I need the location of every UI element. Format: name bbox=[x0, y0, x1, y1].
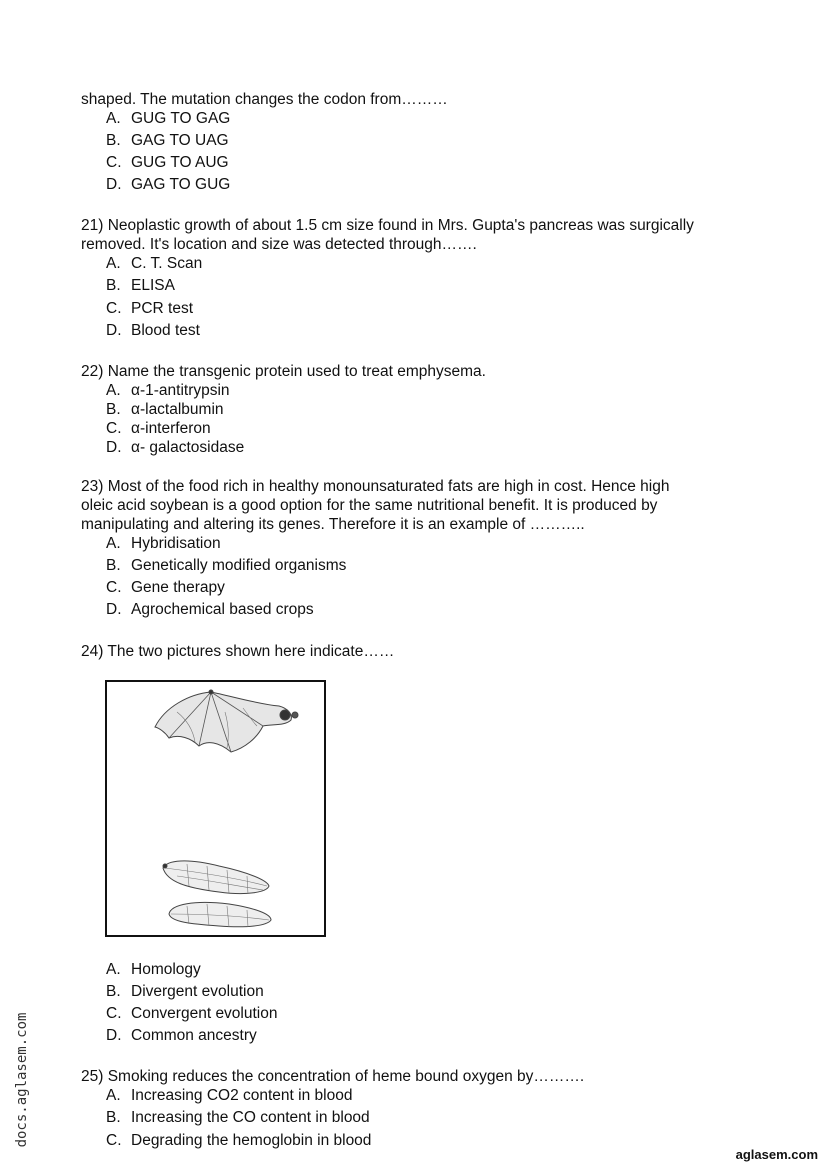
option-text: α-interferon bbox=[131, 420, 211, 437]
q21-option-b bbox=[106, 276, 175, 295]
brand-footer[interactable]: aglasem.com bbox=[735, 1147, 818, 1162]
wings-illustration bbox=[107, 682, 324, 935]
option-letter: D. bbox=[106, 322, 122, 339]
q25-option-a bbox=[106, 1086, 352, 1105]
q25-option-b bbox=[106, 1108, 370, 1127]
option-letter: B. bbox=[106, 401, 121, 418]
option-text: α-1-antitrypsin bbox=[131, 382, 230, 399]
q23-stem-line-2: oleic acid soybean is a good option for the same nutritional benefit. It is produced by bbox=[81, 497, 658, 514]
option-text: GAG TO UAG bbox=[131, 132, 229, 149]
q22-stem-line-1: 22) Name the transgenic protein used to treat emphysema. bbox=[81, 363, 486, 380]
option-letter: C. bbox=[106, 1005, 122, 1022]
q25-option-c bbox=[106, 1131, 371, 1150]
option-text: Increasing CO2 content in blood bbox=[131, 1087, 353, 1104]
q21-stem-line-1: 21) Neoplastic growth of about 1.5 cm size found in Mrs. Gupta's pancreas was surgically bbox=[81, 217, 694, 234]
q24-stem-line-1: 24) The two pictures shown here indicate…… bbox=[81, 643, 395, 660]
watermark-text: docs.aglasem.com bbox=[14, 1012, 30, 1148]
q20-stem-continuation: shaped. The mutation changes the codon from……… bbox=[81, 91, 448, 108]
option-text: Genetically modified organisms bbox=[131, 557, 347, 574]
q21-stem-line-2: removed. It's location and size was detected through……. bbox=[81, 236, 477, 253]
q22-option-d bbox=[106, 438, 244, 457]
q21-option-a bbox=[106, 254, 202, 273]
option-text: Gene therapy bbox=[131, 579, 225, 596]
q22-option-c bbox=[106, 419, 211, 438]
option-letter: B. bbox=[106, 277, 121, 294]
q23-option-c bbox=[106, 578, 225, 597]
option-letter: C. bbox=[106, 1132, 122, 1149]
insect-wing-drawing bbox=[163, 861, 271, 927]
option-letter: D. bbox=[106, 601, 122, 618]
option-text: Hybridisation bbox=[131, 535, 221, 552]
q23-stem-line-1: 23) Most of the food rich in healthy monounsaturated fats are high in cost. Hence high bbox=[81, 478, 670, 495]
option-letter: A. bbox=[106, 961, 121, 978]
q21-option-c bbox=[106, 299, 193, 318]
option-letter: A. bbox=[106, 535, 121, 552]
q20-option-a bbox=[106, 109, 230, 128]
option-text: Homology bbox=[131, 961, 201, 978]
option-text: Convergent evolution bbox=[131, 1005, 278, 1022]
option-letter: C. bbox=[106, 154, 122, 171]
option-text: Blood test bbox=[131, 322, 200, 339]
q22-option-a bbox=[106, 381, 230, 400]
option-letter: C. bbox=[106, 579, 122, 596]
option-letter: C. bbox=[106, 300, 122, 317]
q24-option-c bbox=[106, 1004, 278, 1023]
q24-option-d bbox=[106, 1026, 257, 1045]
option-text: GUG TO AUG bbox=[131, 154, 229, 171]
option-text: GAG TO GUG bbox=[131, 176, 231, 193]
q25-stem-line-1: 25) Smoking reduces the concentration of heme bound oxygen by………. bbox=[81, 1068, 585, 1085]
option-text: GUG TO GAG bbox=[131, 110, 231, 127]
option-letter: D. bbox=[106, 176, 122, 193]
option-text: Divergent evolution bbox=[131, 983, 264, 1000]
option-letter: A. bbox=[106, 382, 121, 399]
option-text: Agrochemical based crops bbox=[131, 601, 314, 618]
q24-option-b bbox=[106, 982, 264, 1001]
option-text: Common ancestry bbox=[131, 1027, 257, 1044]
option-letter: B. bbox=[106, 983, 121, 1000]
option-letter: A. bbox=[106, 110, 121, 127]
option-text: C. T. Scan bbox=[131, 255, 203, 272]
q23-option-a bbox=[106, 534, 221, 553]
bat-wing-drawing bbox=[155, 690, 298, 752]
q20-option-d bbox=[106, 175, 230, 194]
option-letter: D. bbox=[106, 1027, 122, 1044]
option-letter: D. bbox=[106, 439, 122, 456]
q23-option-d bbox=[106, 600, 314, 619]
option-text: ELISA bbox=[131, 277, 175, 294]
option-letter: B. bbox=[106, 1109, 121, 1126]
q20-option-c bbox=[106, 153, 229, 172]
option-letter: B. bbox=[106, 557, 121, 574]
q23-stem-line-3: manipulating and altering its genes. Therefore it is an example of ……….. bbox=[81, 516, 585, 533]
wings-figure bbox=[105, 680, 326, 937]
q23-option-b bbox=[106, 556, 346, 575]
q21-option-d bbox=[106, 321, 200, 340]
side-watermark bbox=[12, 1000, 32, 1160]
q24-option-a bbox=[106, 960, 201, 979]
option-text: PCR test bbox=[131, 300, 194, 317]
option-letter: A. bbox=[106, 255, 121, 272]
option-text: α- galactosidase bbox=[131, 439, 245, 456]
option-text: α-lactalbumin bbox=[131, 401, 224, 418]
option-letter: B. bbox=[106, 132, 121, 149]
option-text: Degrading the hemoglobin in blood bbox=[131, 1132, 372, 1149]
option-text: Increasing the CO content in blood bbox=[131, 1109, 370, 1126]
option-letter: A. bbox=[106, 1087, 121, 1104]
q22-option-b bbox=[106, 400, 224, 419]
q20-option-b bbox=[106, 131, 229, 150]
option-letter: C. bbox=[106, 420, 122, 437]
